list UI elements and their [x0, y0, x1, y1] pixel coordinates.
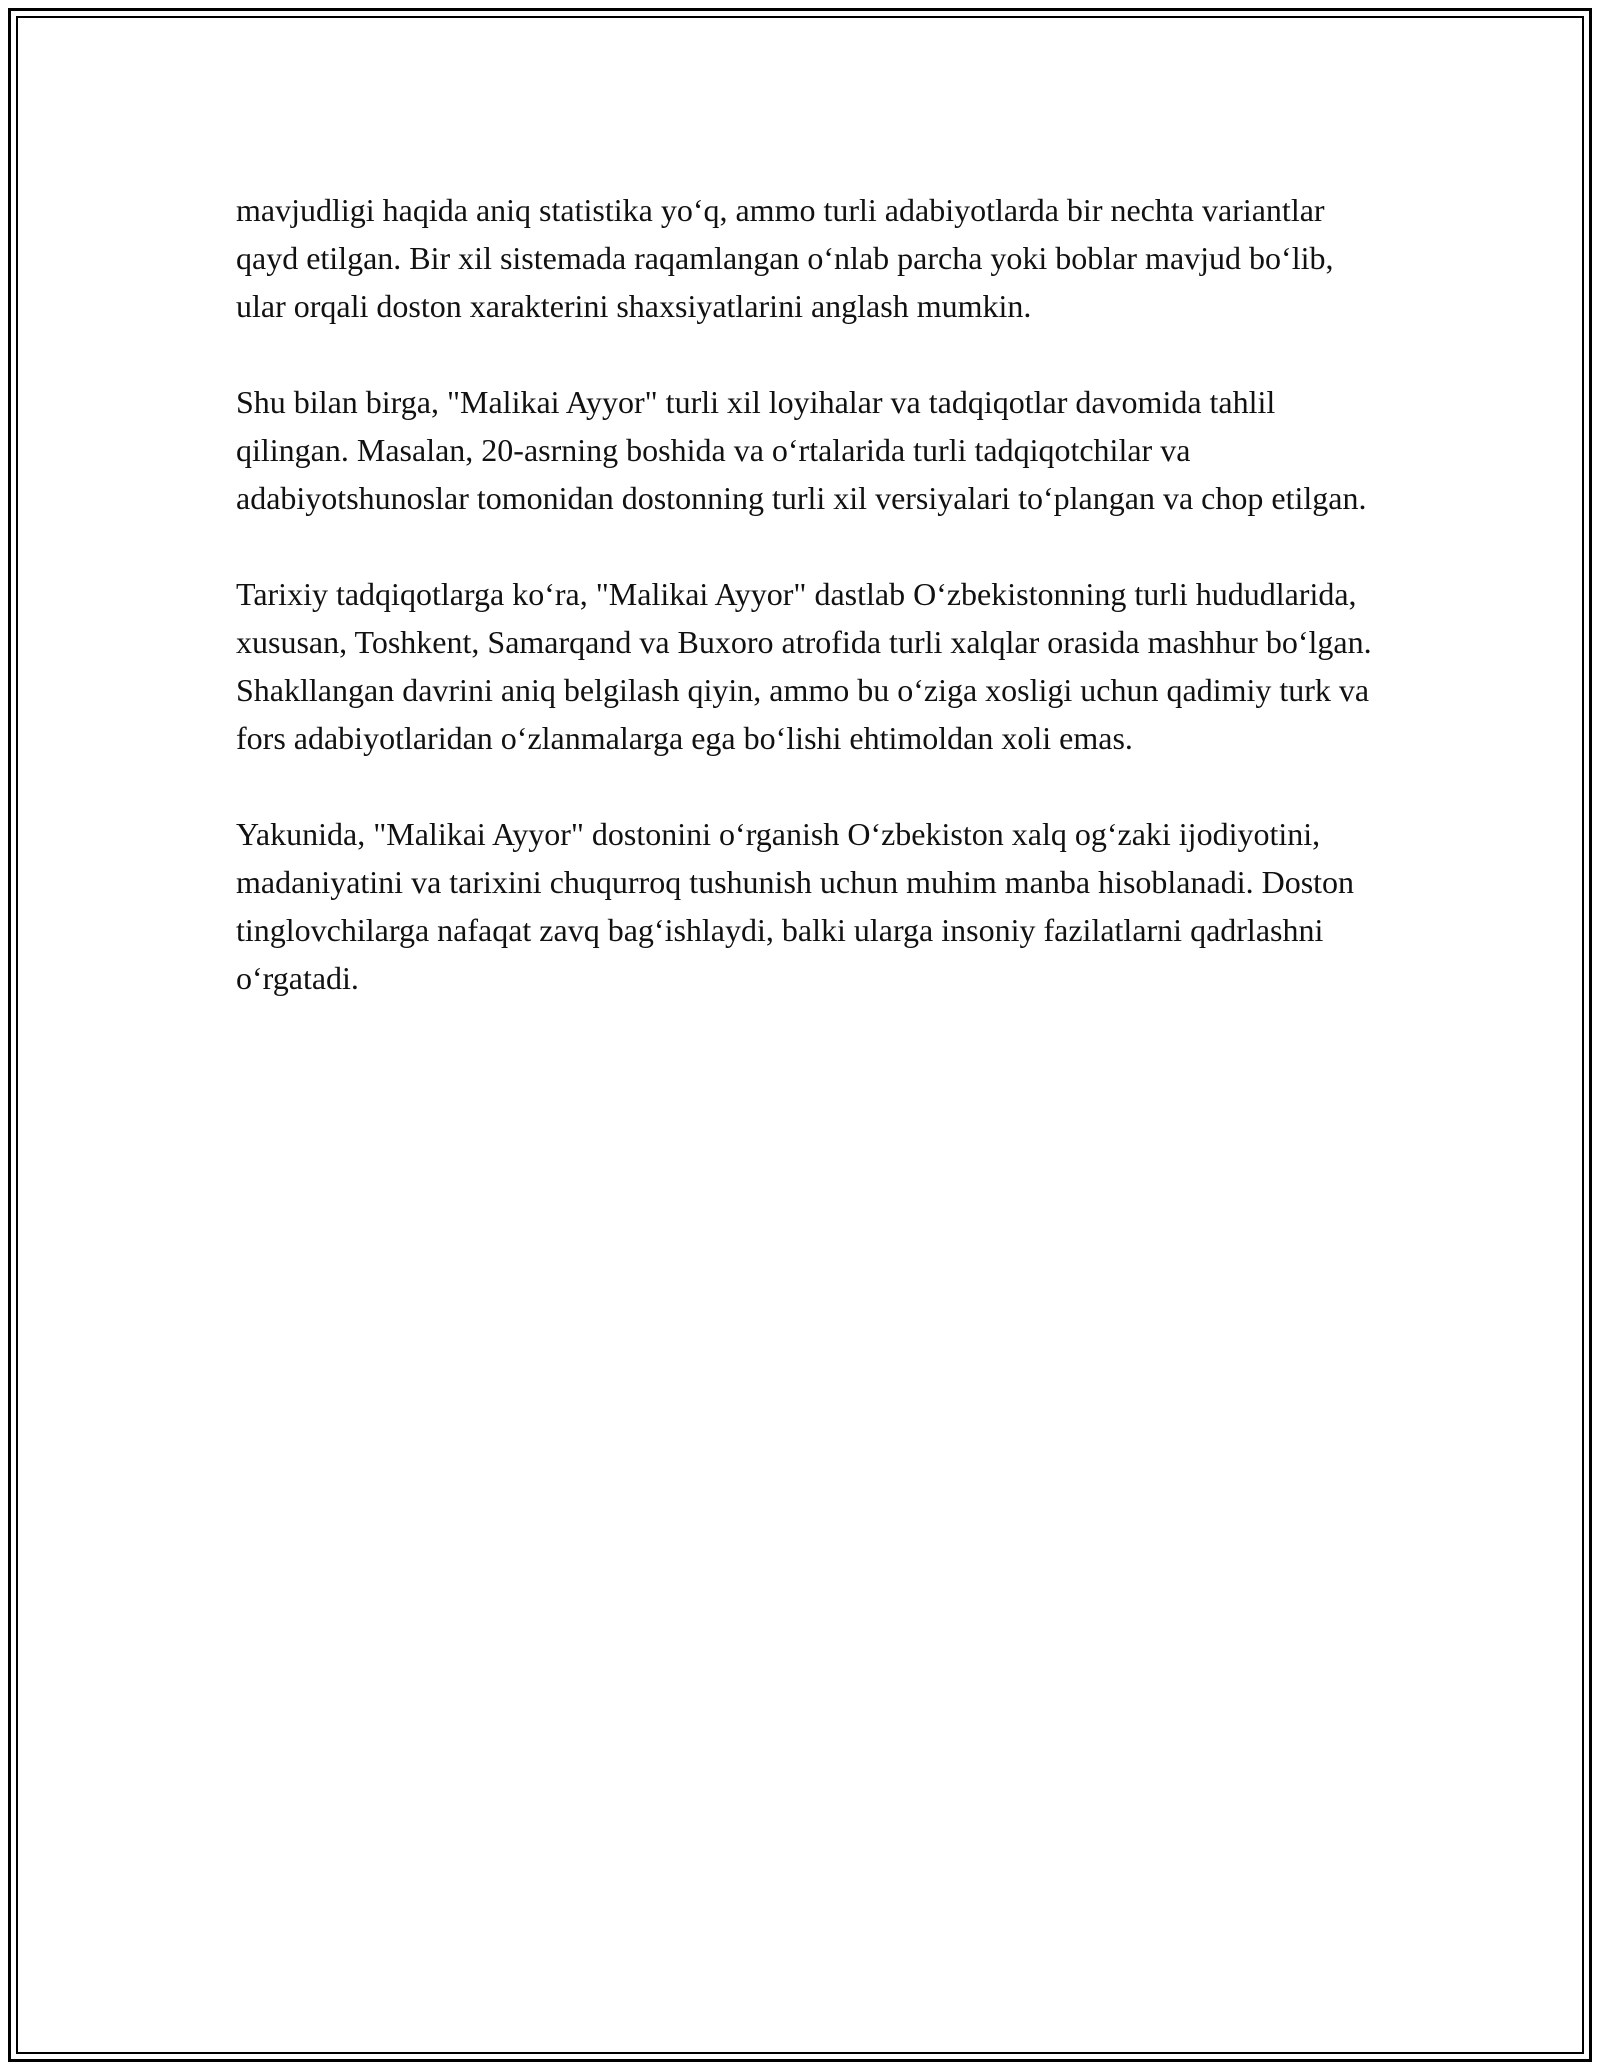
- paragraph-1: mavjudligi haqida aniq statistika yo‘q, ammo turli adabiyotlarda bir nechta variantlar qayd etilgan. Bir xil sistemada raqamlangan o‘nlab parcha yoki boblar mavjud bo‘lib, ular orqali doston xarakterini shaxsiyatlarini anglash mumkin.: [236, 192, 1334, 324]
- document-body: [236, 186, 1386, 1050]
- paragraph-4: Yakunida, "Malikai Ayyor" dostonini o‘rganish O‘zbekiston xalq og‘zaki ijodiyotini, madaniyatini va tarixini chuqurroq tushunish uchun muhim manba hisoblanadi. Doston tinglovchilarga nafaqat zavq bag‘ishlaydi, balki ularga insoniy fazilatlarni qadrlashni o‘rgatadi.: [236, 816, 1355, 996]
- paragraph-2: Shu bilan birga, "Malikai Ayyor" turli xil loyihalar va tadqiqotlar davomida tahlil qilingan. Masalan, 20-asrning boshida va o‘rtalarida turli tadqiqotchilar va adabiyotshunoslar tomonidan dostonning turli xil versiyalari to‘plangan va chop etilgan.: [236, 384, 1367, 516]
- paragraph-3: Tarixiy tadqiqotlarga ko‘ra, "Malikai Ayyor" dastlab O‘zbekistonning turli hududlarida, xususan, Toshkent, Samarqand va Buxoro atrofida turli xalqlar orasida mashhur bo‘lgan. Shakllangan davrini aniq belgilash qiyin, ammo bu o‘ziga xosligi uchun qadimiy turk va fors adabiyotlaridan o‘zlanmalarga ega bo‘lishi ehtimoldan xoli emas.: [236, 576, 1372, 756]
